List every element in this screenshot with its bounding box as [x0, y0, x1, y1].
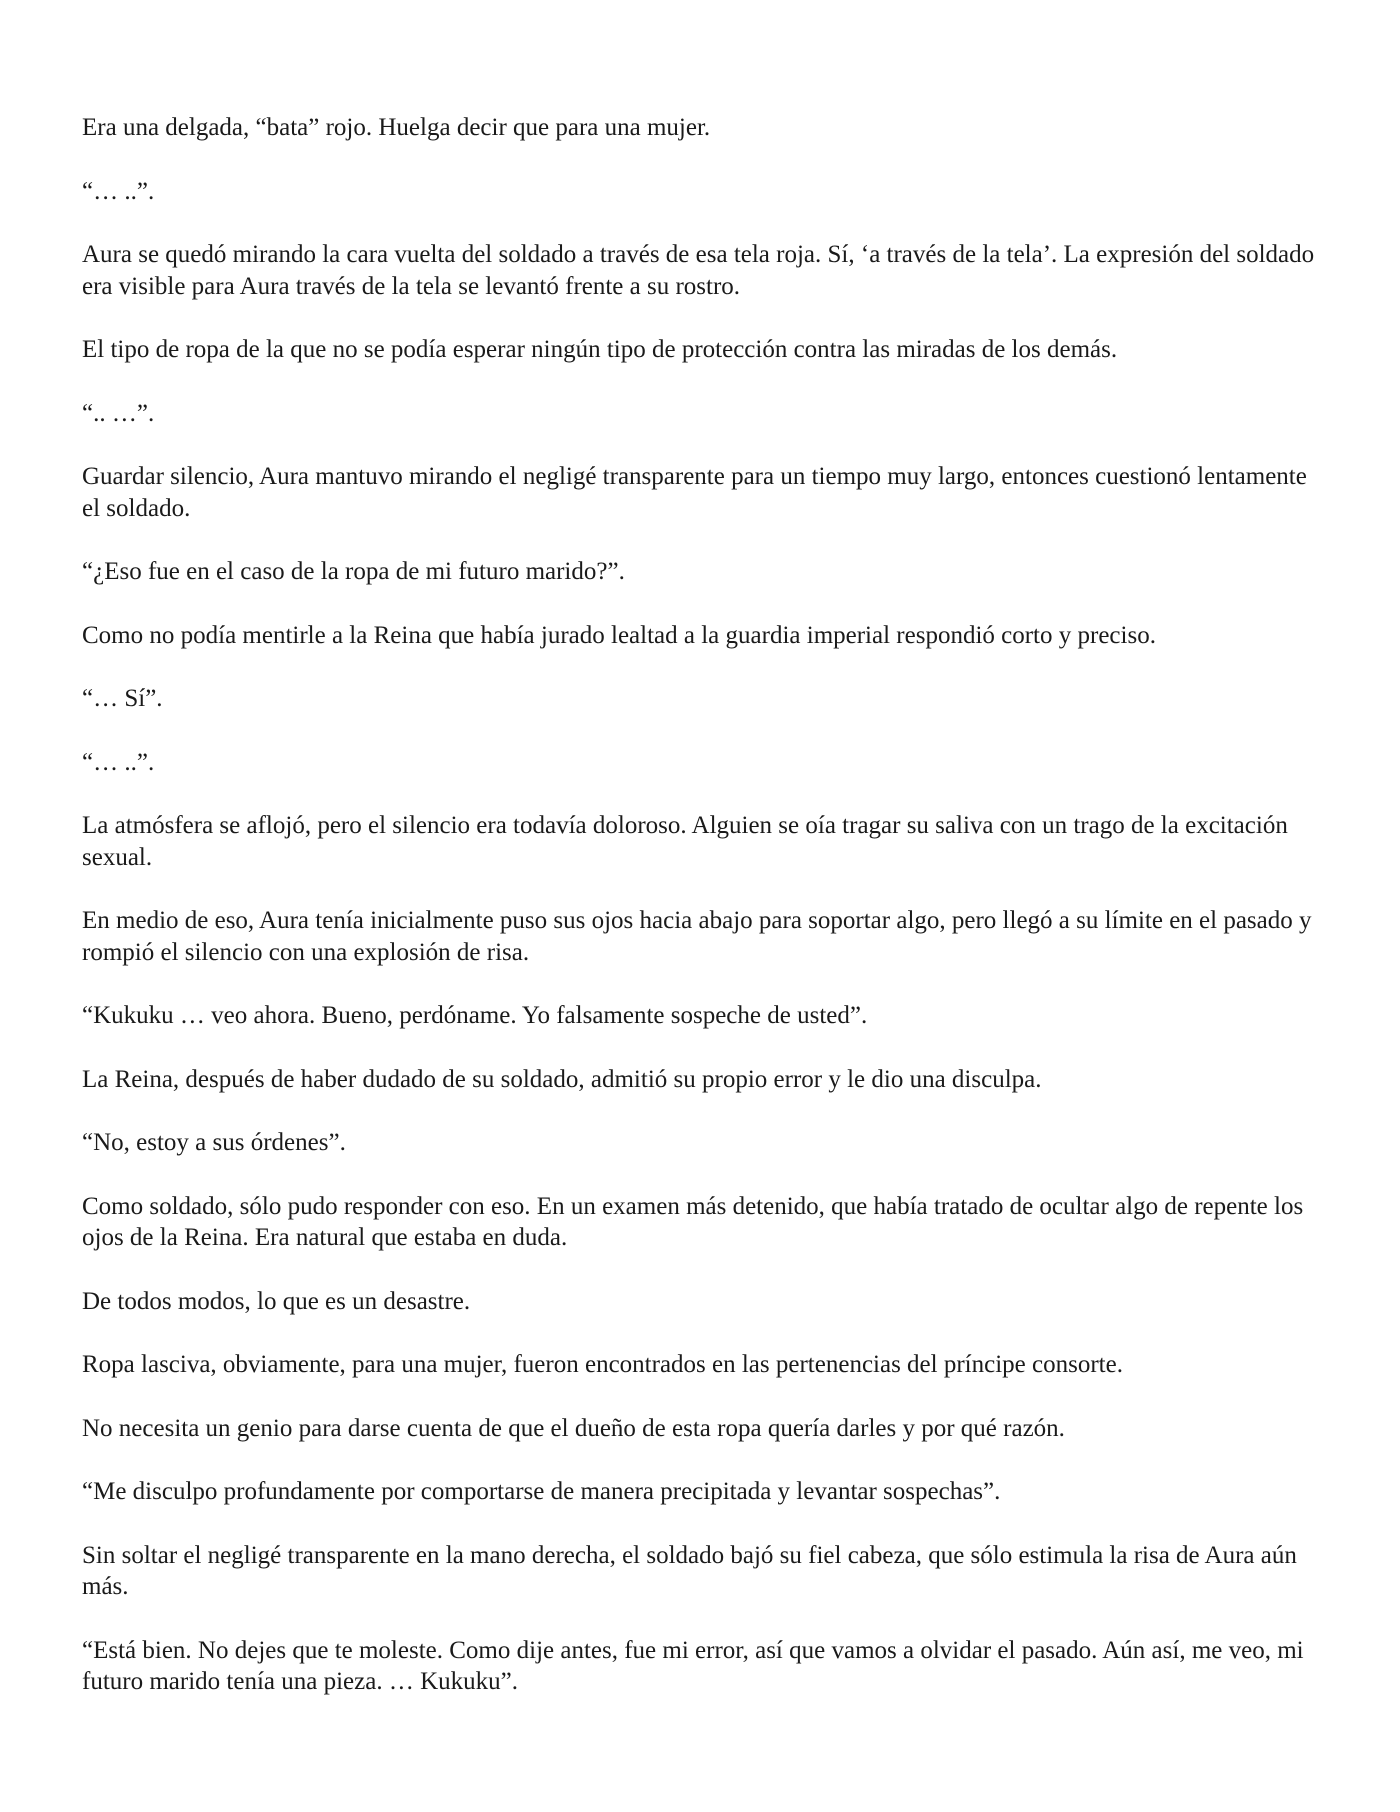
paragraph: Ropa lasciva, obviamente, para una mujer, fueron encontrados en las pertenencias del príncipe consorte. [82, 1351, 1123, 1378]
paragraph: Guardar silencio, Aura mantuvo mirando el negligé transparente para un tiempo muy largo, entonces cuestionó lentamente el soldado. [82, 463, 1307, 522]
paragraph: De todos modos, lo que es un desastre. [82, 1287, 471, 1315]
paragraph: La Reina, después de haber dudado de su soldado, admitió su propio error y le dio una disculpa. [82, 1065, 1042, 1093]
paragraph: “¿Eso fue en el caso de la ropa de mi futuro marido?”. [82, 558, 625, 585]
paragraph: “Me disculpo profundamente por comportarse de manera precipitada y levantar sospechas”. [82, 1478, 1001, 1505]
paragraph: “… Sí”. [82, 685, 163, 712]
paragraph: Como soldado, sólo pudo responder con eso. En un examen más detenido, que había tratado de ocultar algo de repente los ojos de la Reina. Era natural que estaba en duda. [82, 1192, 1304, 1251]
paragraph: Era una delgada, “bata” rojo. Huelga decir que para una mujer. [82, 114, 711, 141]
paragraph: Como no podía mentirle a la Reina que había jurado lealtad a la guardia imperial respondió corto y preciso. [82, 621, 1156, 649]
paragraph: “Kukuku … veo ahora. Bueno, perdóname. Yo falsamente sospeche de usted”. [82, 1002, 868, 1029]
document-body [82, 112, 1322, 1730]
paragraph: Sin soltar el negligé transparente en la mano derecha, el soldado bajó su fiel cabeza, que sólo estimula la risa de Aura aún más. [82, 1541, 1297, 1600]
paragraph: Aura se quedó mirando la cara vuelta del soldado a través de esa tela roja. Sí, ‘a través de la tela’. La expresión del soldado era visible para Aura través de la tela se levantó frente a su rostro. [82, 241, 1315, 300]
paragraph: La atmósfera se aflojó, pero el silencio era todavía doloroso. Alguien se oía tragar su saliva con un trago de la excitación sexual. [82, 812, 1288, 871]
paragraph: En medio de eso, Aura tenía inicialmente puso sus ojos hacia abajo para soportar algo, pero llegó a su límite en el pasado y rompió el silencio con una explosión de risa. [82, 907, 1312, 966]
paragraph: “… ..”. [82, 748, 155, 776]
paragraph: “.. …”. [82, 399, 155, 427]
paragraph: El tipo de ropa de la que no se podía esperar ningún tipo de protección contra las miradas de los demás. [82, 336, 1118, 363]
paragraph: “Está bien. No dejes que te moleste. Como dije antes, fue mi error, así que vamos a olvidar el pasado. Aún así, me veo, mi futuro marido tenía una pieza. … Kukuku”. [82, 1636, 1304, 1695]
paragraph: No necesita un genio para darse cuenta de que el dueño de esta ropa quería darles y por qué razón. [82, 1414, 1065, 1442]
paragraph: “No, estoy a sus órdenes”. [82, 1129, 346, 1156]
paragraph: “… ..”. [82, 177, 155, 205]
